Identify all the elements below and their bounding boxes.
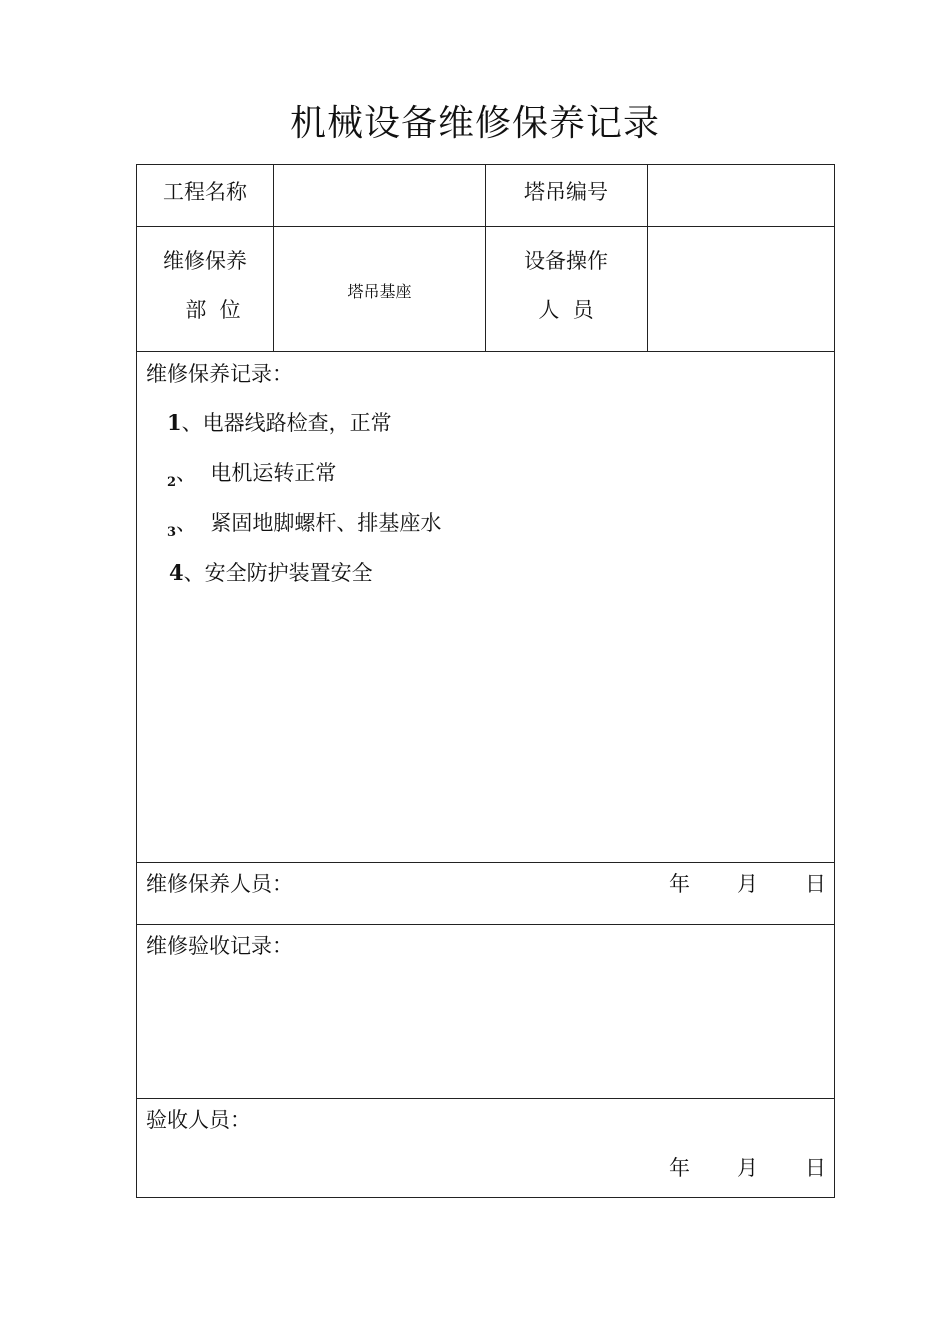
item-text: 、 紧固地脚螺杆、排基座水	[176, 511, 442, 535]
operator-label-line1: 设备操作	[524, 249, 608, 273]
list-item	[167, 408, 392, 438]
maintenance-part-label-line1: 维修保养	[163, 249, 247, 273]
acceptance-person-label: 验收人员：	[146, 1108, 251, 1132]
row-divider	[137, 924, 834, 925]
row-divider	[137, 351, 834, 352]
maintenance-record-form	[136, 164, 835, 1198]
row-divider	[137, 1098, 834, 1099]
list-item	[167, 458, 336, 498]
operator-label-line2: 人 员	[538, 298, 594, 322]
crane-number-label: 塔吊编号	[524, 180, 608, 204]
maintenance-part-field[interactable]: 塔吊基座	[347, 282, 412, 301]
acceptance-record-label: 维修验收记录：	[146, 934, 293, 958]
acceptance-date-day: 日	[805, 1156, 826, 1180]
row-divider	[137, 862, 834, 863]
item-text: 、安全防护装置安全	[183, 561, 373, 585]
acceptance-date-month: 月	[737, 1156, 758, 1180]
maintenance-person-label: 维修保养人员：	[146, 872, 293, 896]
item-text: 、电器线路检查，正常	[181, 411, 392, 435]
project-name-label: 工程名称	[163, 180, 247, 204]
item-text: 、 电机运转正常	[176, 461, 337, 485]
item-number: 1	[167, 410, 182, 435]
maintenance-date-year: 年	[669, 872, 690, 896]
item-number: 3	[167, 525, 177, 540]
item-number: 4	[169, 560, 184, 585]
page-title: 机械设备维修保养记录	[289, 103, 660, 144]
column-divider	[647, 165, 648, 351]
item-number: 2	[167, 475, 177, 490]
maintenance-record-label: 维修保养记录：	[146, 362, 293, 386]
maintenance-part-label-line2: 部 位	[185, 298, 241, 322]
list-item	[167, 508, 441, 548]
list-item	[169, 558, 373, 588]
maintenance-date-month: 月	[737, 872, 758, 896]
maintenance-date-day: 日	[805, 872, 826, 896]
acceptance-date-year: 年	[669, 1156, 690, 1180]
